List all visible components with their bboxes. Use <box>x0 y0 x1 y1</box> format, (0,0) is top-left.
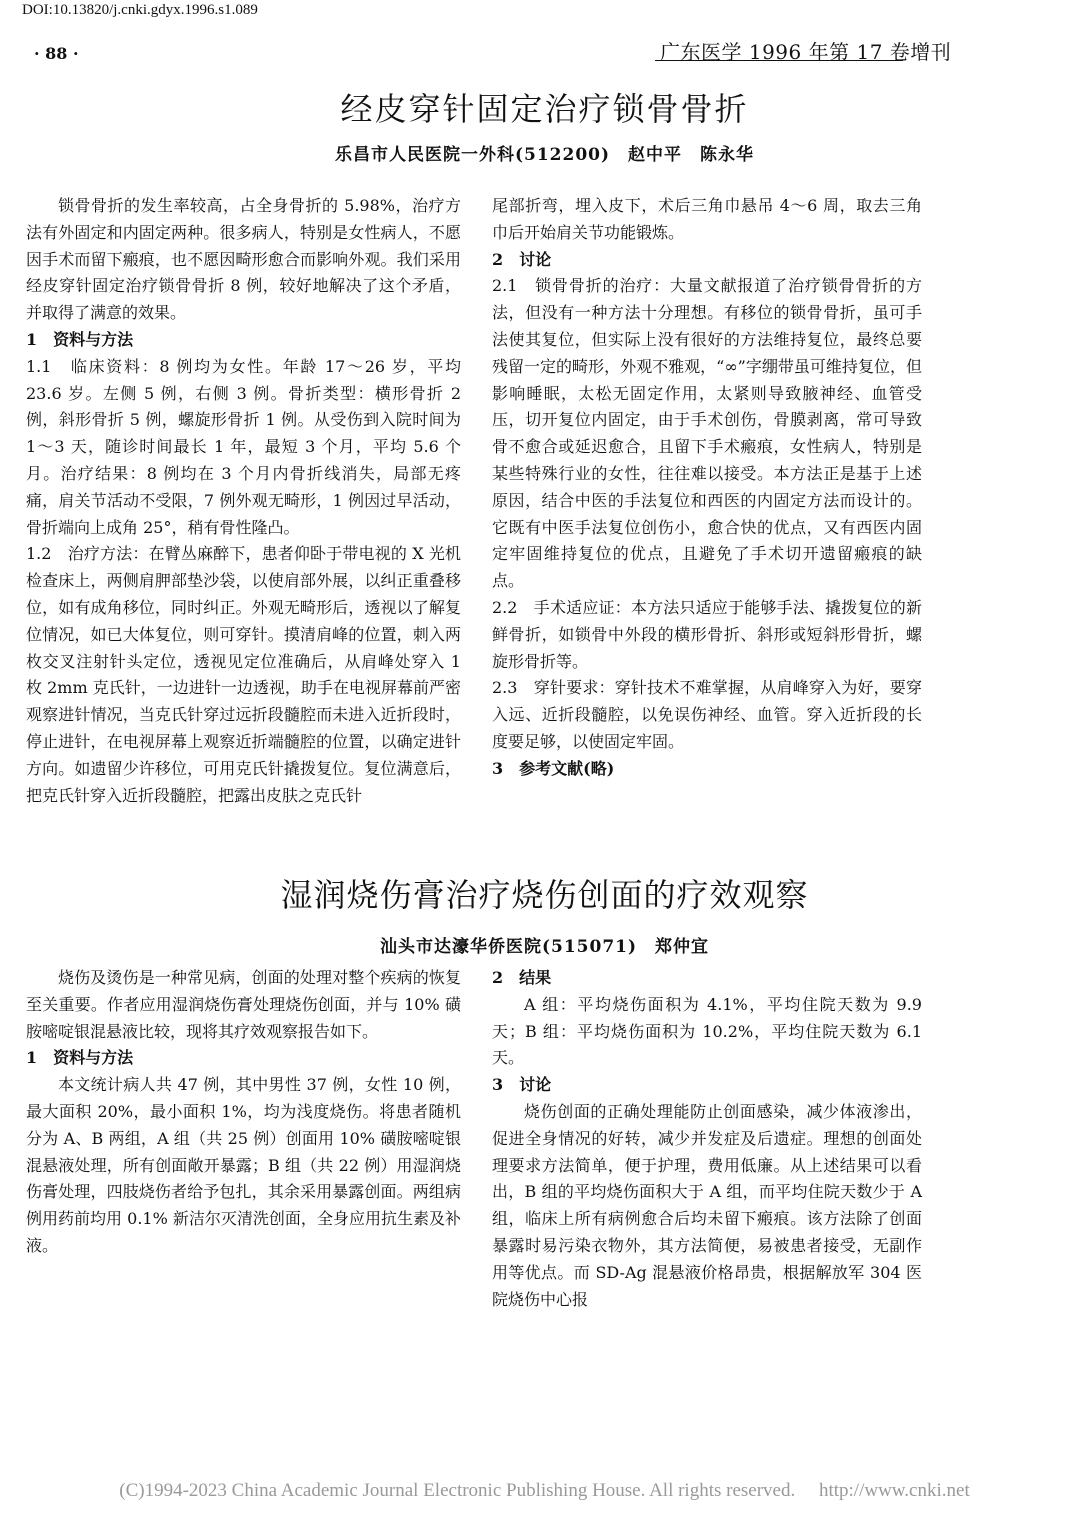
page-number: · 88 · <box>34 44 79 63</box>
body-paragraph: 2.2 手术适应证：本方法只适应于能够手法、撬拨复位的新鲜骨折，如锁骨中外段的横形骨折、斜形或短斜形骨折，螺旋形骨折等。 <box>492 597 922 671</box>
section-heading: 1 资料与方法 <box>26 1048 134 1068</box>
copyright-footer: (C)1994-2023 China Academic Journal Electronic Publishing House. All rights reserved. http://www.cnki.net <box>119 1480 970 1501</box>
body-paragraph: 1.1 临床资料：8 例均为女性。年龄 17～26 岁，平均 23.6 岁。左侧 5 例，右侧 3 例。骨折类型：横形骨折 2 例，斜形骨折 5 例，螺旋形骨折 1 例。从受伤到入院时间为 1～3 天，随诊时间最长 1 年，最短 3 个月，平均 5.6 个月。治疗结果：8 例均在 3 个月内骨折线消失，局部无疼痛，肩关节活动不受限，7 例外观无畸形，1 例因过早活动，骨折端向上成角 25°，稍有骨性隆凸。 <box>26 356 461 537</box>
article1-right-column <box>492 193 922 783</box>
section-heading: 2 讨论 <box>492 249 552 269</box>
article2-right-column <box>492 965 922 1313</box>
body-paragraph: 2.1 锁骨骨折的治疗：大量文献报道了治疗锁骨骨折的方法，但没有一种方法十分理想。有移位的锁骨骨折，虽可手法使其复位，但实际上没有很好的方法维持复位，最终总要残留一定的畸形，外观不雅观，“∞”字绷带虽可维持复位，但影响睡眠，太松无固定作用，太紧则导致腋神经、血管受压，切开复位内固定，由于手术创伤，骨膜剥离，常可导致骨不愈合或延迟愈合，且留下手术瘢痕，女性病人，特别是某些特殊行业的女性，往往难以接受。本方法正是基于上述原因，结合中医的手法复位和西医的内固定方法而设计的。它既有中医手法复位创伤小，愈合快的优点，又有西医内固定牢固维持复位的优点，且避免了手术切开遗留瘢痕的缺点。 <box>492 276 922 591</box>
article2-title: 湿润烧伤膏治疗烧伤创面的疗效观察 <box>280 876 809 914</box>
article1-title: 经皮穿针固定治疗锁骨骨折 <box>340 90 749 128</box>
section-heading: 1 资料与方法 <box>26 329 134 349</box>
section-heading: 3 讨论 <box>492 1075 552 1095</box>
doi-label: DOI:10.13820/j.cnki.gdyx.1996.s1.089 <box>22 2 258 18</box>
body-paragraph: A 组：平均烧伤面积为 4.1%，平均住院天数为 9.9 天；B 组：平均烧伤面积为 10.2%，平均住院天数为 6.1 天。 <box>492 994 922 1068</box>
body-paragraph: 1.2 治疗方法：在臂丛麻醉下，患者仰卧于带电视的 X 光机检查床上，两侧肩胛部垫沙袋，以使肩部外展，以纠正重叠移位，如有成角移位，同时纠正。外观无畸形后，透视以了解复位情况，如已大体复位，则可穿针。摸清肩峰的位置，刺入两枚交叉注射针头定位，透视见定位准确后，从肩峰处穿入 1 枚 2mm 克氏针，一边进针一边透视，助手在电视屏幕前严密观察进针情况，当克氏针穿过远折段髓腔而未进入近折段时，停止进针，在电视屏幕上观察近折端髓腔的位置，以确定进针方向。如遗留少许移位，可用克氏针撬拨复位。复位满意后，把克氏针穿入近折段髓腔，把露出皮肤之克氏针 <box>26 544 461 805</box>
article1-byline: 乐昌市人民医院一外科(512200) 赵中平 陈永华 <box>334 145 755 165</box>
body-paragraph: 烧伤创面的正确处理能防止创面感染，减少体液渗出，促进全身情况的好转，减少并发症及后遗症。理想的创面处理要求方法简单，便于护理，费用低廉。从上述结果可以看出，B 组的平均烧伤面积大于 A 组，而平均住院天数少于 A 组，临床上所有病例愈合后均未留下瘢痕。该方法除了创面暴露时易污染衣物外，其方法简便，易被患者接受，无副作用等优点。而 SD-Ag 混悬液价格昂贵，根据解放军 304 医院烧伤中心报 <box>492 1101 922 1309</box>
body-paragraph: 本文统计病人共 47 例，其中男性 37 例，女性 10 例，最大面积 20%，最小面积 1%，均为浅度烧伤。将患者随机分为 A、B 两组，A 组（共 25 例）创面用 10% 磺胺嘧啶银混悬液处理，所有创面敞开暴露；B 组（共 22 例）用湿润烧伤膏处理，四肢烧伤者给予包扎，其余采用暴露创面。两组病例用药前均用 0.1% 新洁尔灭清洗创面，全身应用抗生素及补液。 <box>26 1075 461 1255</box>
section-heading: 3 参考文献(略) <box>492 758 615 778</box>
journal-header: 广东医学 1996 年第 17 卷增刊 <box>660 40 952 64</box>
article1-left-column <box>26 193 461 809</box>
section-heading: 2 结果 <box>492 968 552 987</box>
header-rule <box>655 60 903 61</box>
body-paragraph: 烧伤及烫伤是一种常见病，创面的处理对整个疾病的恢复至关重要。作者应用湿润烧伤膏处理烧伤创面，并与 10% 磺胺嘧啶银混悬液比较，现将其疗效观察报告如下。 <box>26 968 461 1041</box>
article2-left-column <box>26 965 461 1260</box>
body-paragraph: 2.3 穿针要求：穿针技术不难掌握，从肩峰穿入为好，要穿入远、近折段髓腔，以免误伤神经、血管。穿入近折段的长度要足够，以使固定牢固。 <box>492 678 922 751</box>
body-paragraph: 锁骨骨折的发生率较高，占全身骨折的 5.98%，治疗方法有外固定和内固定两种。很多病人，特别是女性病人，不愿因手术而留下瘢痕，也不愿因畸形愈合而影响外观。我们采用经皮穿针固定治疗锁骨骨折 8 例，较好地解决了这个矛盾，并取得了满意的效果。 <box>26 196 461 323</box>
body-paragraph: 尾部折弯，埋入皮下，术后三角巾悬吊 4～6 周，取去三角巾后开始肩关节功能锻炼。 <box>492 196 922 242</box>
article2-byline: 汕头市达濠华侨医院(515071) 郑仲宜 <box>379 937 710 957</box>
